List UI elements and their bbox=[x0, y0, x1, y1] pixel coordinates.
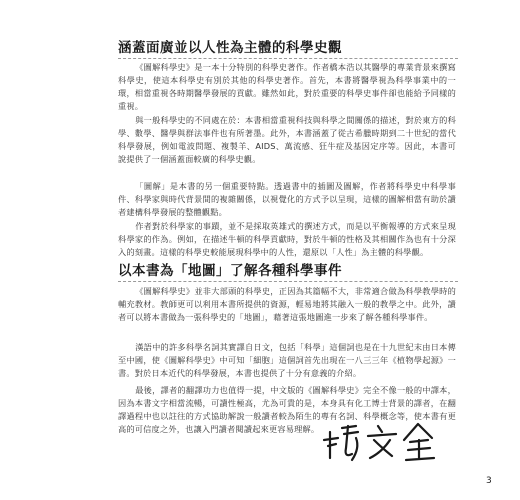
section1-paragraph-2: 與一般科學史的不同處在於：本書相當重視科技與科學之間關係的描述，對於東方的科學、數學、醫學與群法事件也有所著墨。此外，本書涵蓋了從古希臘時期到二十世紀的當代科學發展，例如電波問題、複製羊、AIDS、萬流感、狂牛症及基因定序等。因此，本書可說提供了一個涵蓋面較廣的科學史觀。 bbox=[118, 115, 456, 165]
section1-paragraph-4: 作者對於科學家的事蹟，並不是採取英雄式的撰述方式，而是以平衡報導的方式來呈現科學家的作為。例如，在描述牛頓的科學貢獻時，對於牛頓的性格及其相關作為也有十分深入的刻畫。這樣的科學史較能展現科學中的人性，還原以「人性」為主體的科學觀。 bbox=[118, 221, 456, 258]
section2-paragraph-3: 最後，譯者的翻譯功力也值得一提，中文版的《圖解科學史》完全不像一般的中譯本，因為本書文字相當流暢，可讀性極高，尤為可貴的是，本身具有化工博士背景的譯者，在翻譯過程中也以註往的方式協助解說一般讀者較為陌生的專有名詞、科學概念等，使本書有更高的可信度之外，也讓入門讀者閱讀起來更容易理解。 bbox=[118, 385, 456, 435]
section-heading-2: 以本書為「地圖」了解各種科學事件 bbox=[118, 263, 342, 279]
heading-underline-2 bbox=[118, 281, 458, 282]
section1-paragraph-3: 「圖解」是本書的另一個重要特點。透過書中的插圖及圖解，作者將科學史中科學事件、科學家與時代背景間的複雜關係，以視覺化的方式予以呈現，這樣的圖解相當有助於讀者建構科學發展的整體觀點。 bbox=[118, 181, 456, 218]
page-number: 3 bbox=[486, 476, 492, 486]
section1-paragraph-1: 《圖解科學史》是一本十分特別的科學史著作。作者橋本浩以其醫學的專業背景來撰寫科學史，使這本科學史有別於其他的科學史著作。首先，本書將醫學視為科學事業中的一環，相當重視各時期醫學發展的貢獻。雖然如此，對於重要的科學史事件卻也能給予同樣的重視。 bbox=[118, 62, 456, 112]
section-heading-1: 涵蓋面廣並以人性為主體的科學史觀 bbox=[118, 40, 342, 56]
section2-paragraph-2: 漢語中的許多科學名詞其實譯自日文，包括「科學」這個詞也是在十九世紀末由日本傳至中國，使《圖解科學史》中可知「細胞」這個詞首先出現在一八三三年《植物學起源》一書。對於日本近代的科學發展，本書也提供了十分有意義的介紹。 bbox=[118, 342, 456, 379]
author-signature bbox=[322, 418, 442, 466]
heading-underline-1 bbox=[118, 58, 458, 59]
section2-paragraph-1: 《圖解科學史》並非大部頭的科學史，正因為其篇幅不大，非常適合做為科學教學時的輔充教材。教師更可以利用本書所提供的資源，輕易地將其融入一般的教學之中。此外，讀者可以將本書做為一張科學史的「地圖」，藉著這張地圖進一步來了解各種科學事件。 bbox=[118, 286, 456, 323]
